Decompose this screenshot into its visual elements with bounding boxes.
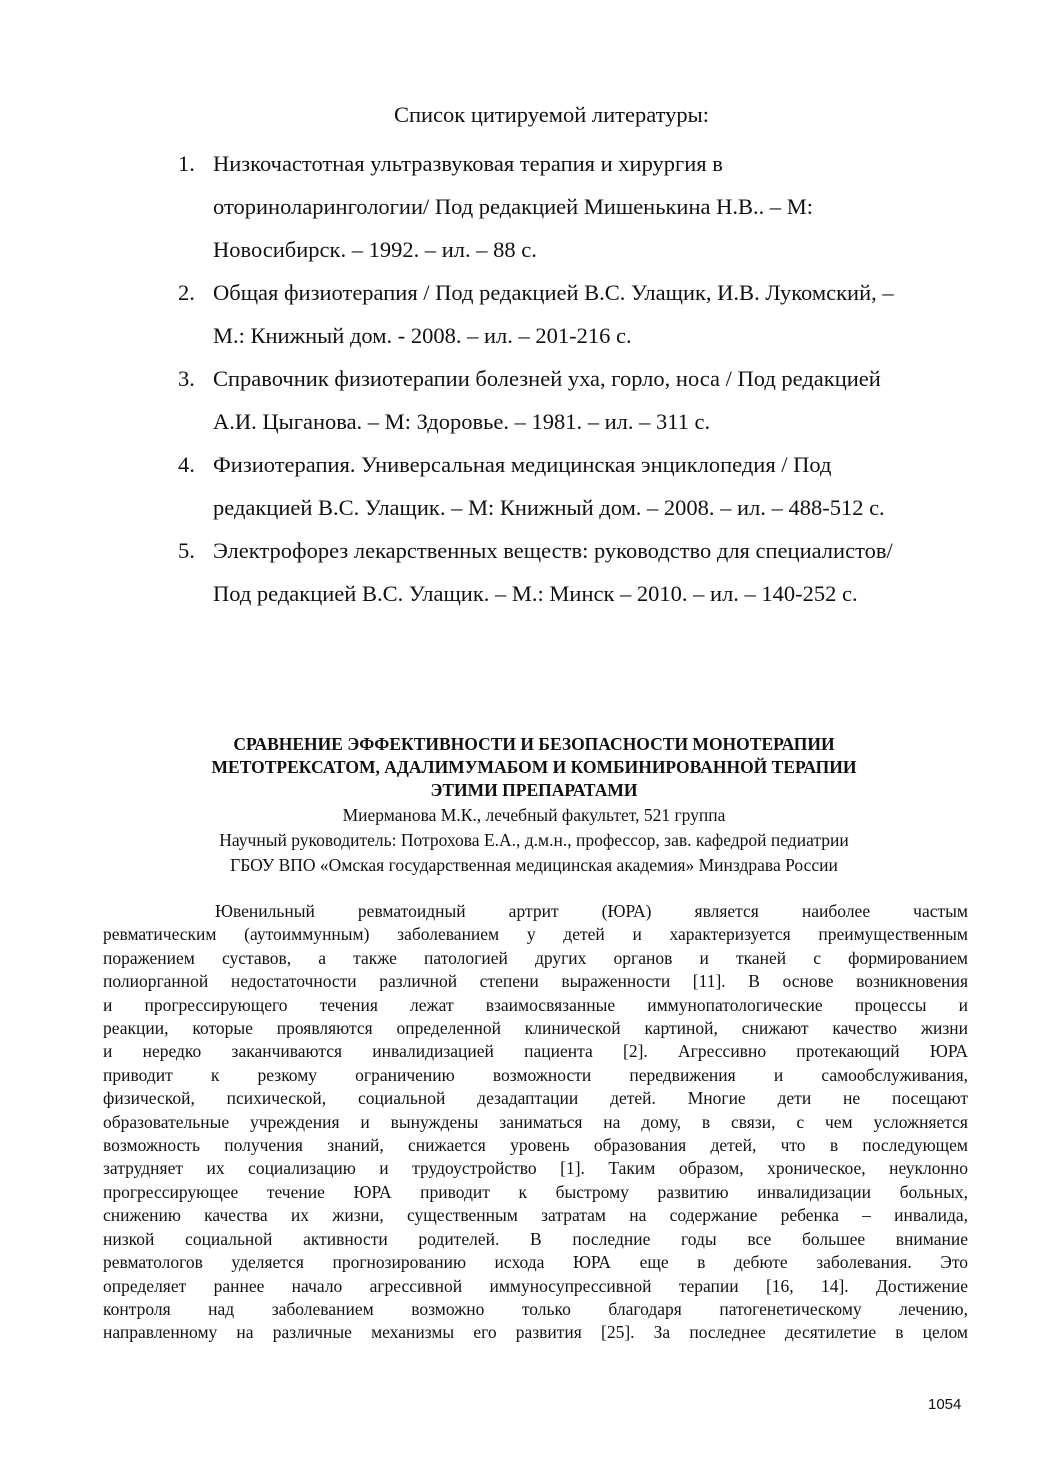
reference-item	[178, 529, 978, 615]
body-line: реакции, которые проявляются определенной клинической картиной, снижают качество жизни	[103, 1018, 968, 1039]
body-line: затрудняет их социализацию и трудоустройство [1]. Таким образом, хроническое, неуклонно	[103, 1158, 968, 1179]
reference-line: Низкочастотная ультразвуковая терапия и хирургия в	[213, 151, 723, 176]
reference-line: Под редакцией В.С. Улащик. – М.: Минск – 2010. – ил. – 140-252 с.	[213, 581, 858, 606]
reference-line: редакцией В.С. Улащик. – М: Книжный дом. – 2008. – ил. – 488-512 с.	[213, 495, 885, 520]
body-line: снижению качества их жизни, существенным затратам на содержание ребенка – инвалида,	[103, 1205, 968, 1226]
reference-item	[178, 357, 978, 443]
reference-number: 3.	[178, 366, 195, 391]
reference-line: Электрофорез лекарственных веществ: руководство для специалистов/	[213, 538, 893, 563]
article-byline	[100, 803, 968, 878]
body-line: контроля над заболеванием возможно только благодаря патогенетическому лечению,	[103, 1298, 968, 1319]
reference-number: 5.	[178, 538, 195, 563]
body-line: приводит к резкому ограничению возможности передвижения и самообслуживания,	[103, 1064, 968, 1085]
references-list	[178, 142, 978, 615]
reference-number: 1.	[178, 151, 195, 176]
reference-line: Справочник физиотерапии болезней уха, горло, носа / Под редакцией	[213, 366, 881, 391]
body-line: и нередко заканчиваются инвалидизацией пациента [2]. Агрессивно протекающий ЮРА	[103, 1041, 968, 1062]
reference-number: 2.	[178, 280, 195, 305]
reference-line: Общая физиотерапия / Под редакцией В.С. Улащик, И.В. Лукомский, –	[213, 280, 894, 305]
article-supervisor: Научный руководитель: Потрохова Е.А., д.м.н., профессор, зав. кафедрой педиатрии	[219, 830, 849, 850]
reference-number: 4.	[178, 452, 195, 477]
reference-line: А.И. Цыганова. – М: Здоровье. – 1981. – ил. – 311 с.	[213, 409, 711, 434]
reference-line: Новосибирск. – 1992. – ил. – 88 с.	[213, 237, 537, 262]
article-title-line: ЭТИМИ ПРЕПАРАТАМИ	[430, 780, 638, 800]
body-line: определяет раннее начало агрессивной иммуносупрессивной терапии [16, 14]. Достижение	[103, 1275, 968, 1296]
body-line: Ювенильный ревматоидный артрит (ЮРА) является наиболее частым	[215, 901, 968, 921]
page-number: 1054	[928, 1396, 962, 1413]
article-title-line: МЕТОТРЕКСАТОМ, АДАЛИМУМАБОМ И КОМБИНИРОВАННОЙ ТЕРАПИИ	[211, 757, 857, 777]
body-line: прогрессирующее течение ЮРА приводит к быстрому развитию инвалидизации больных,	[103, 1181, 968, 1202]
article-title	[100, 733, 968, 802]
body-line: физической, психической, социальной дезадаптации детей. Многие дети не посещают	[103, 1088, 968, 1109]
reference-item	[178, 142, 978, 271]
article-author: Миерманова М.К., лечебный факультет, 521 группа	[342, 805, 726, 825]
references-heading: Список цитируемой литературы:	[393, 102, 710, 127]
body-line: и прогрессирующего течения лежат взаимосвязанные иммунопатологические процессы и	[103, 994, 968, 1015]
article-body	[103, 900, 968, 1345]
article-title-line: СРАВНЕНИЕ ЭФФЕКТИВНОСТИ И БЕЗОПАСНОСТИ МОНОТЕРАПИИ	[233, 734, 835, 754]
body-line: ревматологов уделяется прогнозированию исхода ЮРА еще в дебюте заболевания. Это	[103, 1252, 968, 1273]
reference-item	[178, 443, 978, 529]
body-line: поражением суставов, а также патологией других органов и тканей с формированием	[103, 947, 968, 968]
body-line: ревматическим (аутоиммунным) заболеванием у детей и характеризуется преимущественным	[103, 924, 968, 945]
reference-line: М.: Книжный дом. - 2008. – ил. – 201-216 с.	[213, 323, 632, 348]
reference-line: оториноларингологии/ Под редакцией Мишенькина Н.В.. – М:	[213, 194, 813, 219]
body-line: направленному на различные механизмы его развития [25]. За последнее десятилетие в целом	[103, 1322, 968, 1343]
article-institution: ГБОУ ВПО «Омская государственная медицинская академия» Минздрава России	[230, 855, 838, 875]
body-line: образовательные учреждения и вынуждены заниматься на дому, в связи, с чем усложняется	[103, 1111, 968, 1132]
body-line: возможность получения знаний, снижается уровень образования детей, что в последующем	[103, 1135, 968, 1156]
body-line: полиорганной недостаточности различной степени выраженности [11]. В основе возникновения	[103, 971, 968, 992]
reference-line: Физиотерапия. Универсальная медицинская энциклопедия / Под	[213, 452, 832, 477]
body-line: низкой социальной активности родителей. В последние годы все большее внимание	[103, 1228, 968, 1249]
reference-item	[178, 271, 978, 357]
